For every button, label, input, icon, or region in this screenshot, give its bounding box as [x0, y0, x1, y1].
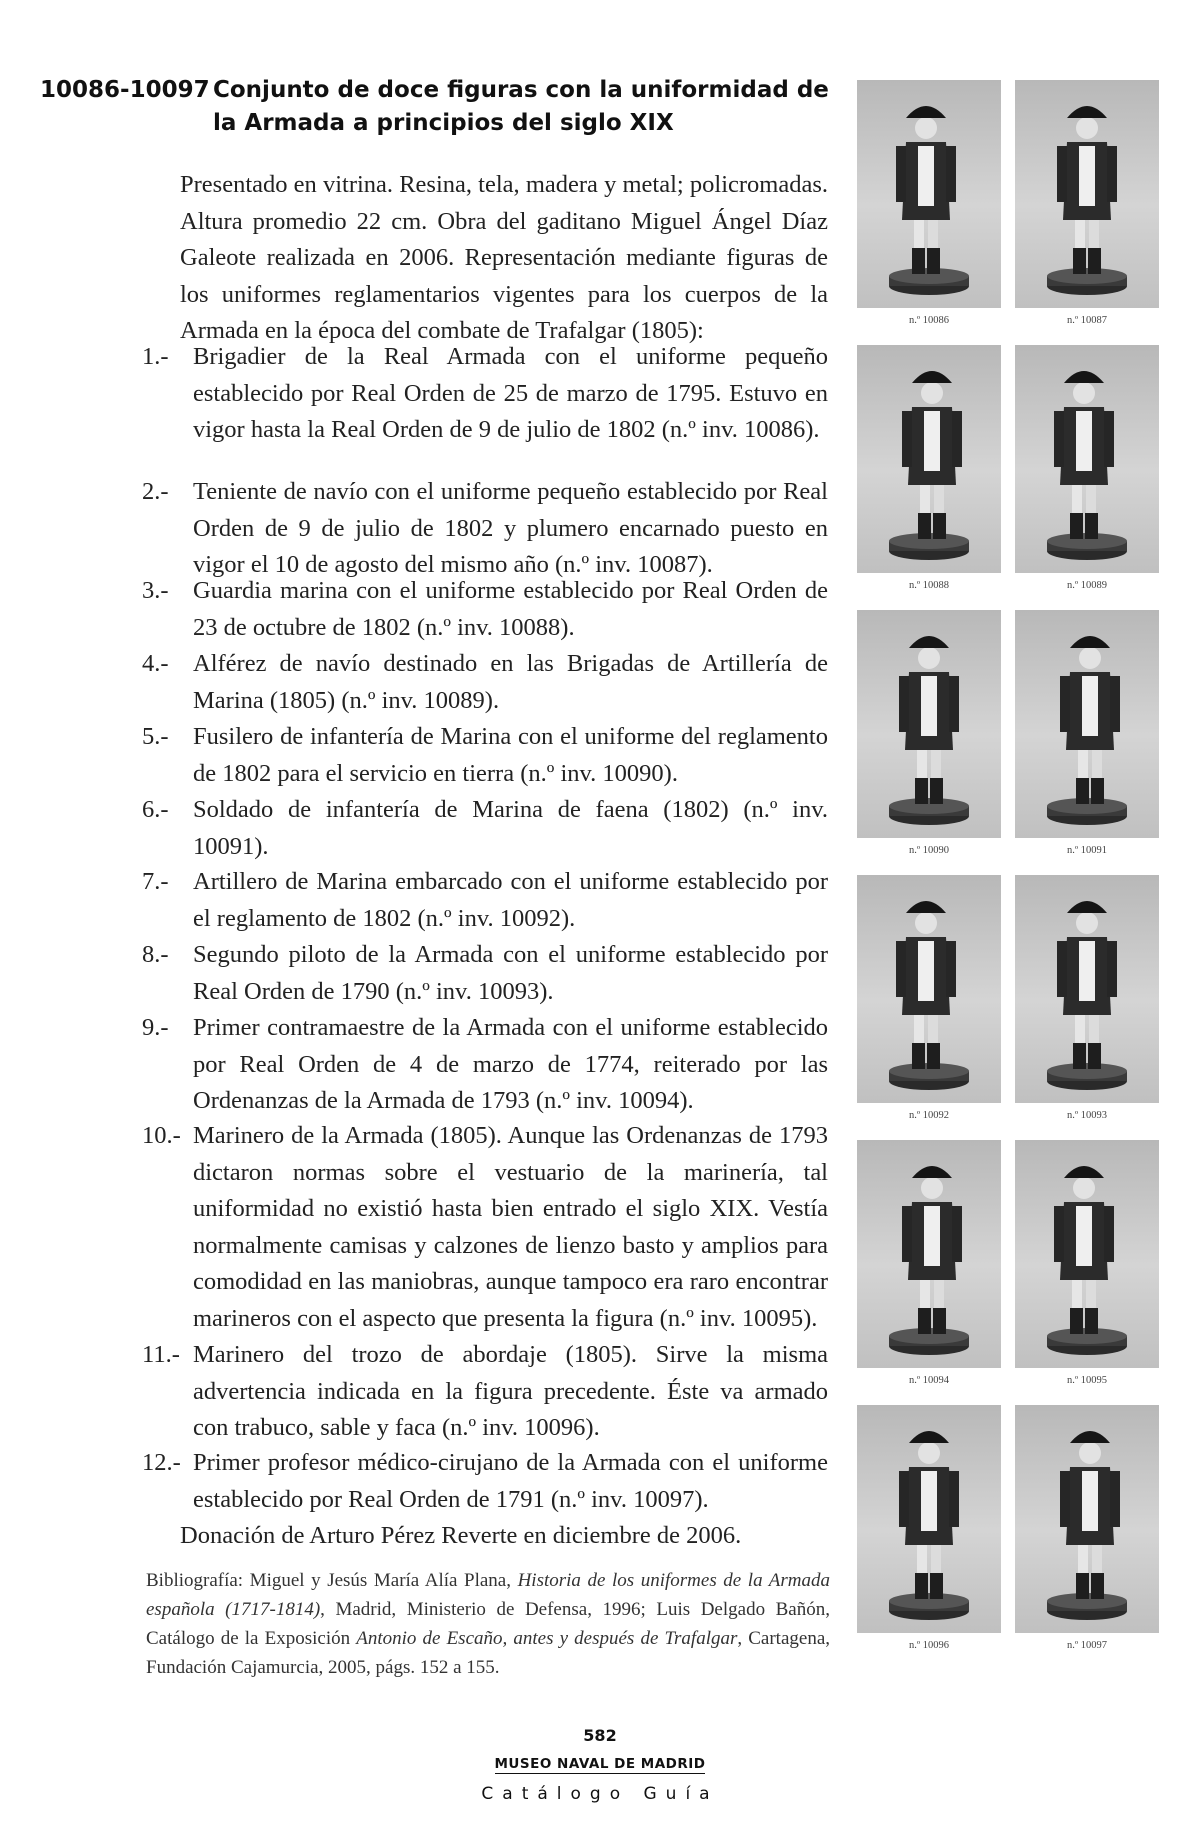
- photo-caption: n.º 10093: [1066, 1110, 1107, 1121]
- bibliography-title: Antonio de Escaño, antes y después de Trafalgar: [356, 1628, 738, 1649]
- item-number: 10.-: [142, 1122, 181, 1149]
- figurine-shape: [889, 798, 969, 814]
- item-number: 1.-: [142, 343, 169, 370]
- figurine-shape: [915, 117, 937, 139]
- figurine-shape: [1085, 513, 1098, 539]
- figurine-shape: [918, 1308, 931, 1334]
- item-text: Primer contramaestre de la Armada con el uniforme establecido por Real Orden de 4 de marzo de 1774, reiterado por las Ordenanzas de la Armada de 1793 (n.º inv. 10094).: [193, 1014, 828, 1114]
- figurine-shape: [909, 636, 949, 648]
- figurine-shape: [949, 1471, 959, 1527]
- figurine-shape: [1079, 146, 1095, 206]
- figurine-shape: [930, 1573, 943, 1599]
- photo-caption: n.º 10096: [908, 1640, 949, 1651]
- figurine-shape: [1064, 1166, 1104, 1178]
- figure-photo: [1015, 875, 1159, 1103]
- bibliography-title: Historia de los uniformes de la Armada española (1717-1814): [146, 1570, 831, 1620]
- item-text: Marinero de la Armada (1805). Aunque las Ordenanzas de 1793 dictaron normas sobre el vestuario de la marinería, tal uniformidad no existió hasta bien entrado el siglo XIX. Vestía normalmente camisas y calzones de lienzo basto y amplios para comodidad en las maniobras, aunque tampoco era raro encontrar marineros con el aspecto que presenta la figura (n.º inv. 10095).: [193, 1122, 828, 1332]
- figurine-shape: [952, 411, 962, 467]
- figurine-shape: [1070, 1308, 1083, 1334]
- figurine-shape: [1076, 117, 1098, 139]
- item-number: 3.-: [142, 577, 169, 604]
- figurine-shape: [912, 371, 952, 383]
- photo-caption: n.º 10087: [1066, 315, 1107, 326]
- figurine-shape: [1057, 941, 1067, 997]
- figurine-shape: [1073, 1043, 1086, 1069]
- figurine-shape: [1047, 268, 1127, 284]
- figurine-shape: [896, 146, 906, 202]
- figure-photo: [1015, 1405, 1159, 1633]
- item-number: 8.-: [142, 941, 169, 968]
- figurine-shape: [1076, 778, 1089, 804]
- figurine-shape: [1079, 1442, 1101, 1464]
- figurine-silhouette: [1015, 1405, 1159, 1633]
- item-text: Fusilero de infantería de Marina con el uniforme del reglamento de 1802 para el servicio en tierra (n.º inv. 10090).: [193, 723, 828, 787]
- figurine-silhouette: [1015, 80, 1159, 308]
- figurine-shape: [921, 382, 943, 404]
- item-number: 7.-: [142, 868, 169, 895]
- figurine-shape: [918, 1442, 940, 1464]
- figurine-shape: [918, 146, 934, 206]
- figurine-shape: [949, 676, 959, 732]
- item-number: 2.-: [142, 478, 169, 505]
- figurine-shape: [1073, 248, 1086, 274]
- figurine-shape: [1070, 636, 1110, 648]
- figurine-shape: [921, 1177, 943, 1199]
- figurine-shape: [902, 411, 912, 467]
- photo-caption: n.º 10086: [908, 315, 949, 326]
- figure-photo: [1015, 80, 1159, 308]
- figurine-shape: [952, 1206, 962, 1262]
- list-item: [142, 1010, 828, 1120]
- figurine-shape: [1070, 1431, 1110, 1443]
- museum-name-text: MUSEO NAVAL DE MADRID: [494, 1756, 706, 1772]
- list-item: [142, 864, 828, 937]
- photo-caption: n.º 10092: [908, 1110, 949, 1121]
- figurine-silhouette: [1015, 345, 1159, 573]
- intro-paragraph: Presentado en vitrina. Resina, tela, madera y metal; policromadas. Altura promedio 22 cm. Obra del gaditano Miguel Ángel Díaz Galeote realizada en 2006. Representación mediante figuras de los uniformes reglamentarios vigentes para los cuerpos de la Armada en la época del combate de Trafalgar (1805):: [180, 171, 828, 344]
- entry-header: [40, 74, 840, 140]
- figurine-shape: [1060, 1471, 1070, 1527]
- figurine-shape: [915, 912, 937, 934]
- photo-caption: n.º 10095: [1066, 1375, 1107, 1386]
- item-text: Segundo piloto de la Armada con el uniforme establecido por Real Orden de 1790 (n.º inv. 10093).: [193, 941, 828, 1005]
- list-item: [142, 339, 828, 449]
- photo-caption: n.º 10090: [908, 845, 949, 856]
- item-text: Teniente de navío con el uniforme pequeño establecido por Real Orden de 9 de julio de 1802 y plumero encarnado puesto en vigor el 10 de agosto del mismo año (n.º inv. 10087).: [193, 478, 828, 578]
- figurine-shape: [1060, 676, 1070, 732]
- figurine-shape: [924, 411, 940, 471]
- list-item: [142, 719, 828, 792]
- list-item: [142, 792, 828, 865]
- figurine-silhouette: [1015, 1140, 1159, 1368]
- list-item: [142, 937, 828, 1010]
- figurine-shape: [1067, 901, 1107, 913]
- figurine-shape: [1104, 1206, 1114, 1262]
- figurine-shape: [912, 1166, 952, 1178]
- figurine-silhouette: [857, 610, 1001, 838]
- figurine-shape: [909, 1431, 949, 1443]
- figurine-shape: [912, 248, 925, 274]
- figurine-shape: [1057, 146, 1067, 202]
- photo-caption: n.º 10088: [908, 580, 949, 591]
- figurine-silhouette: [857, 875, 1001, 1103]
- item-number: 12.-: [142, 1449, 181, 1476]
- item-number: 6.-: [142, 796, 169, 823]
- figurine-shape: [899, 1471, 909, 1527]
- figurine-shape: [933, 1308, 946, 1334]
- figurine-shape: [1073, 1177, 1095, 1199]
- item-text: Marinero del trozo de abordaje (1805). Sirve la misma advertencia indicada en la figura precedente. Éste va armado con trabuco, sable y faca (n.º inv. 10096).: [193, 1341, 828, 1441]
- figurine-shape: [918, 513, 931, 539]
- entry-number: 10086-10097: [40, 77, 210, 103]
- figurine-shape: [1110, 676, 1120, 732]
- figurine-shape: [933, 513, 946, 539]
- figurine-shape: [1054, 411, 1064, 467]
- list-item: [142, 1445, 828, 1518]
- figurine-silhouette: [1015, 610, 1159, 838]
- figurine-silhouette: [857, 1405, 1001, 1633]
- figurine-shape: [1110, 1471, 1120, 1527]
- figurine-shape: [1082, 1471, 1098, 1531]
- figurine-shape: [899, 676, 909, 732]
- figure-photo: [1015, 1140, 1159, 1368]
- figurine-shape: [906, 106, 946, 118]
- bibliography-text: Miguel y Jesús María Alía Plana,: [249, 1570, 511, 1591]
- figurine-shape: [1079, 647, 1101, 669]
- figurine-shape: [1085, 1308, 1098, 1334]
- page-number: 582: [583, 1726, 617, 1745]
- figurine-shape: [918, 941, 934, 1001]
- figurine-shape: [902, 1206, 912, 1262]
- figurine-shape: [1088, 1043, 1101, 1069]
- figurine-shape: [1079, 941, 1095, 1001]
- figurine-shape: [927, 248, 940, 274]
- figurine-shape: [1070, 513, 1083, 539]
- figurine-shape: [1091, 778, 1104, 804]
- figurine-shape: [924, 1206, 940, 1266]
- item-text: Artillero de Marina embarcado con el uniforme establecido por el reglamento de 1802 (n.º inv. 10092).: [193, 868, 828, 932]
- item-number: 5.-: [142, 723, 169, 750]
- figurine-shape: [1076, 1206, 1092, 1266]
- figurine-shape: [915, 778, 928, 804]
- list-item: [142, 646, 828, 719]
- figurine-silhouette: [857, 345, 1001, 573]
- figure-photo: [857, 610, 1001, 838]
- entry-title: Conjunto de doce figuras con la uniformidad de la Armada a principios del siglo XIX: [213, 77, 829, 136]
- item-text: Brigadier de la Real Armada con el uniforme pequeño establecido por Real Orden de 25 de marzo de 1795. Estuvo en vigor hasta la Real Orden de 9 de julio de 1802 (n.º inv. 10086).: [193, 343, 828, 443]
- item-text: Guardia marina con el uniforme establecido por Real Orden de 23 de octubre de 1802 (n.º inv. 10088).: [193, 577, 828, 641]
- photo-caption: n.º 10089: [1066, 580, 1107, 591]
- figurine-silhouette: [857, 1140, 1001, 1368]
- figurine-shape: [921, 676, 937, 736]
- figurine-shape: [1064, 371, 1104, 383]
- figurine-shape: [1054, 1206, 1064, 1262]
- figurine-shape: [927, 1043, 940, 1069]
- photo-caption: n.º 10091: [1066, 845, 1107, 856]
- figurine-silhouette: [857, 80, 1001, 308]
- figurine-shape: [1073, 382, 1095, 404]
- item-text: Soldado de infantería de Marina de faena (1802) (n.º inv. 10091).: [193, 796, 828, 860]
- bibliography-label: Bibliografía:: [146, 1570, 244, 1591]
- figurine-shape: [1076, 411, 1092, 471]
- item-text: Primer profesor médico-cirujano de la Armada con el uniforme establecido por Real Orden de 1791 (n.º inv. 10097).: [193, 1449, 828, 1513]
- item-text: Alférez de navío destinado en las Brigadas de Artillería de Marina (1805) (n.º inv. 10089).: [193, 650, 828, 714]
- bibliography-text: , Madrid, Ministerio de Defensa, 1996; Luis Delgado Bañón, Catálogo de la Exposición: [146, 1599, 830, 1649]
- figurine-shape: [946, 146, 956, 202]
- figurine-shape: [918, 647, 940, 669]
- bibliography: [146, 1566, 830, 1682]
- figurine-silhouette: [1015, 875, 1159, 1103]
- figurine-shape: [896, 941, 906, 997]
- photo-caption: n.º 10097: [1066, 1640, 1107, 1651]
- figure-photo: [1015, 610, 1159, 838]
- photo-caption: n.º 10094: [908, 1375, 949, 1386]
- figure-photo: [857, 80, 1001, 308]
- figurine-shape: [1088, 248, 1101, 274]
- museum-name: [420, 1756, 780, 1772]
- item-number: 4.-: [142, 650, 169, 677]
- figurine-shape: [1047, 1063, 1127, 1079]
- donation-note: Donación de Arturo Pérez Reverte en diciembre de 2006.: [180, 1522, 742, 1549]
- list-item: [142, 573, 828, 646]
- figurine-shape: [946, 941, 956, 997]
- list-item: [142, 474, 828, 584]
- catalog-guide-label: Catálogo Guía: [481, 1784, 719, 1804]
- item-number: 9.-: [142, 1014, 169, 1041]
- figure-photo: [857, 1405, 1001, 1633]
- figurine-shape: [1082, 676, 1098, 736]
- figurine-shape: [1107, 941, 1117, 997]
- bibliography-text: , Cartagena, Fundación Cajamurcia, 2005, págs. 152 a 155.: [146, 1628, 831, 1678]
- figurine-shape: [1091, 1573, 1104, 1599]
- figure-photo: [857, 345, 1001, 573]
- figurine-shape: [1104, 411, 1114, 467]
- figurine-shape: [930, 778, 943, 804]
- figurine-shape: [921, 1471, 937, 1531]
- item-number: 11.-: [142, 1341, 180, 1368]
- figurine-shape: [1076, 1573, 1089, 1599]
- figurine-shape: [889, 1593, 969, 1609]
- figurine-shape: [1107, 146, 1117, 202]
- figure-photo: [1015, 345, 1159, 573]
- figure-photo: [857, 875, 1001, 1103]
- list-item: [142, 1118, 828, 1337]
- figure-photo: [857, 1140, 1001, 1368]
- list-item: [142, 1337, 828, 1447]
- figurine-shape: [915, 1573, 928, 1599]
- figurine-shape: [1076, 912, 1098, 934]
- figurine-shape: [906, 901, 946, 913]
- figurine-shape: [912, 1043, 925, 1069]
- figurine-shape: [1067, 106, 1107, 118]
